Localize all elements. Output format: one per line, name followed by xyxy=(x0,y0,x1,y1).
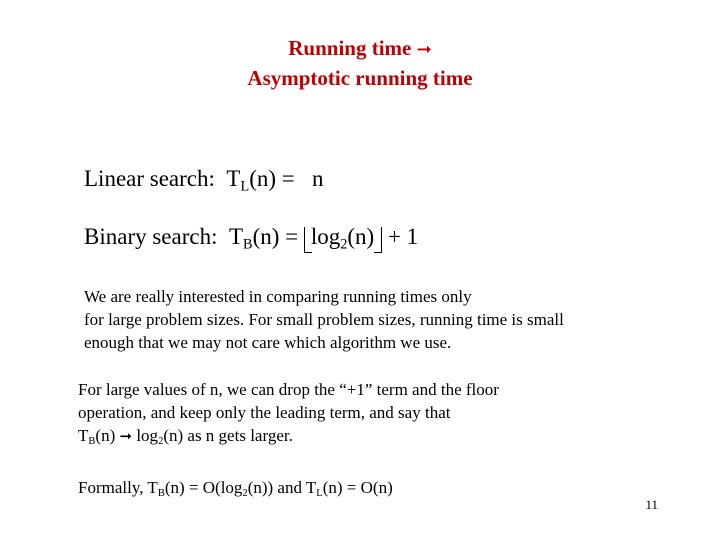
formal-sub-b: B xyxy=(157,488,165,500)
right-arrow-icon: ➞ xyxy=(416,39,432,60)
formal-mid2: (n)) and T xyxy=(247,478,317,497)
binary-search-label: Binary search: xyxy=(84,224,218,249)
formal-sub-l: L xyxy=(316,488,323,500)
title-running-time: Running time xyxy=(288,36,412,60)
p2-subscript: B xyxy=(88,436,96,448)
p2-rest: (n) as n gets larger. xyxy=(163,426,293,445)
p2-t: T xyxy=(78,426,89,445)
paragraph1-line3: enough that we may not care which algorithm we use. xyxy=(84,333,452,352)
page-number: 11 xyxy=(645,497,658,512)
right-arrow-icon: ➞ xyxy=(119,427,133,445)
formal-prefix: Formally, T xyxy=(78,478,158,497)
p2-n: (n) xyxy=(95,426,116,445)
plus-one: + 1 xyxy=(387,224,419,249)
linear-subscript: L xyxy=(240,178,250,195)
formal-mid: (n) = O(log xyxy=(164,478,243,497)
log-text: log xyxy=(310,224,341,249)
formal-statement xyxy=(78,476,393,499)
floor-brackets xyxy=(304,224,382,253)
linear-t: T xyxy=(226,166,241,191)
linear-search-equation xyxy=(84,166,324,195)
linear-expr-suffix: (n) = xyxy=(249,166,295,191)
linear-search-label: Linear search: xyxy=(84,166,215,191)
binary-t: T xyxy=(228,224,244,249)
log-arg: (n) xyxy=(347,224,375,249)
paragraph-drop-terms xyxy=(78,378,678,448)
linear-result: n xyxy=(311,166,324,191)
slide-title-line1 xyxy=(0,36,720,61)
paragraph-large-sizes xyxy=(84,285,684,354)
log-base: 2 xyxy=(340,236,348,253)
p2-log-base: 2 xyxy=(158,436,164,448)
slide-title-line2: Asymptotic running time xyxy=(247,66,473,90)
paragraph2-line2: operation, and keep only the leading term, and say that xyxy=(78,403,451,422)
paragraph2-line3 xyxy=(78,424,678,448)
paragraph1-line1: We are really interested in comparing running times only xyxy=(84,287,472,306)
formal-log-base: 2 xyxy=(242,488,248,500)
paragraph1-line2: for large problem sizes. For small problem sizes, running time is small xyxy=(84,310,564,329)
paragraph2-line1: For large values of n, we can drop the “+1” term and the floor xyxy=(78,380,499,399)
p2-log: log xyxy=(136,426,159,445)
binary-expr-suffix: (n) = xyxy=(252,224,299,249)
binary-search-equation xyxy=(84,224,419,253)
formal-end: (n) = O(n) xyxy=(322,478,393,497)
binary-subscript: B xyxy=(243,236,253,253)
